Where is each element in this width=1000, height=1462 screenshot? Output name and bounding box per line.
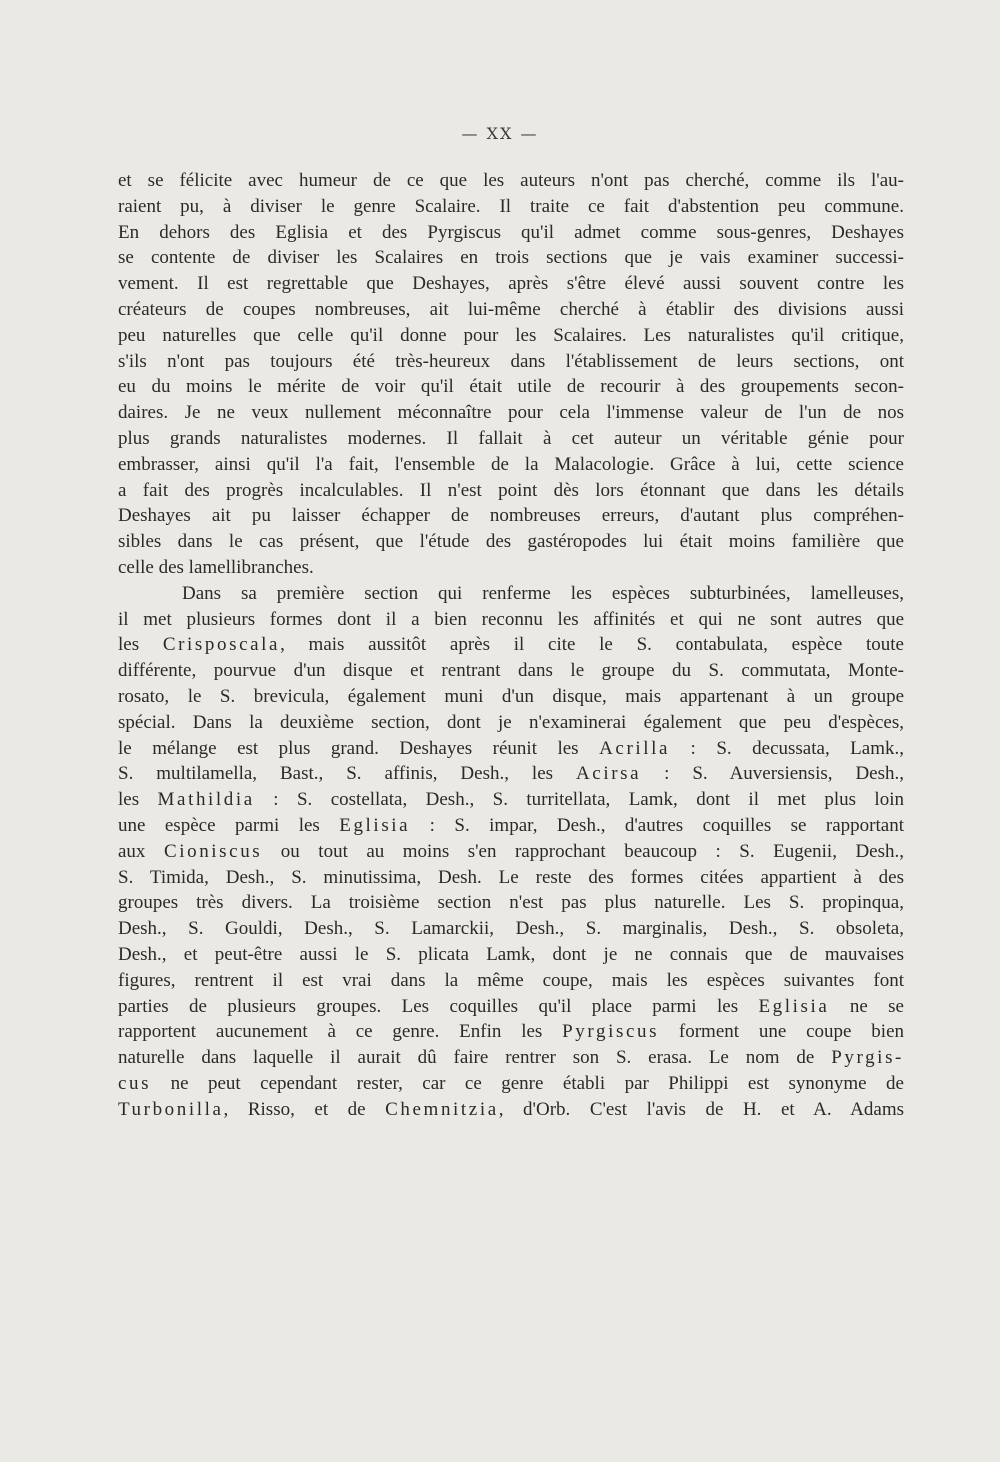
spaced-genus-name: Eglisia [758,995,830,1017]
text-line [118,529,904,555]
text-segment: naturelle dans laquelle il aurait dû faire rentrer son S. erasa. Le nom de [118,1047,832,1069]
text-segment: : S. Auversiensis, Desh., [641,763,904,785]
spaced-genus-name: Chemnitzia [385,1098,499,1120]
text-line [118,736,904,762]
text-segment: : S. costellata, Desh., S. turritellata, Lamk, dont il met plus loin [254,789,904,811]
text-segment: a fait des progrès incalculables. Il n'est point dès lors étonnant que dans les détails [118,479,904,501]
text-segment: les [118,789,158,811]
text-segment: embrasser, ainsi qu'il l'a fait, l'ensemble de la Malacologie. Grâce à lui, cette science [118,453,904,475]
text-line [118,968,904,994]
text-line [118,581,904,607]
text-line [118,1097,904,1123]
text-segment: parties de plusieurs groupes. Les coquilles qu'il place parmi les [118,995,759,1017]
text-line [118,1019,904,1045]
text-line [118,658,904,684]
text-segment: s'ils n'ont pas toujours été très-heureux dans l'établissement de leurs sections, ont [118,350,904,372]
text-line [118,452,904,478]
text-segment: , mais aussitôt après il cite le S. contabulata, espèce toute [280,634,904,656]
text-line [118,994,904,1020]
text-segment: se contente de diviser les Scalaires en trois sections que je vais examiner successi- [118,247,904,269]
text-segment: plus grands naturalistes modernes. Il fallait à cet auteur un véritable génie pour [118,427,904,449]
text-segment: : S. decussata, Lamk., [670,737,904,759]
text-segment: les [118,634,163,656]
text-segment: ou tout au moins s'en rapprochant beaucoup : S. Eugenii, Desh., [262,840,904,862]
page-number: — XX — [461,124,539,143]
text-line [118,168,904,194]
text-line [118,684,904,710]
text-segment: il met plusieurs formes dont il a bien reconnu les affinités et qui ne sont autres que [118,608,904,630]
text-segment: , Risso, et de [223,1098,386,1120]
text-line [118,194,904,220]
text-line [118,916,904,942]
text-segment: le mélange est plus grand. Deshayes réunit les [118,737,600,759]
text-line [118,426,904,452]
text-line [118,400,904,426]
text-segment: créateurs de coupes nombreuses, ait lui-même cherché à établir des divisions aussi [118,298,904,320]
text-line [118,374,904,400]
text-segment: groupes très divers. La troisième section n'est pas plus naturelle. Les S. propinqua, [118,892,904,914]
text-segment: Deshayes ait pu laisser échapper de nombreuses erreurs, d'autant plus compréhen- [118,505,904,527]
text-line [118,890,904,916]
spaced-genus-name: Acirsa [575,763,642,785]
text-segment: sibles dans le cas présent, que l'étude des gastéropodes lui était moins familière que [118,531,904,553]
text-line [118,503,904,529]
text-line [118,245,904,271]
text-line [118,323,904,349]
text-line [118,1071,904,1097]
text-segment: Desh., et peut-être aussi le S. plicata Lamk, dont je ne connais que de mauvaises [118,943,904,965]
text-segment: Dans sa première section qui renferme les espèces subturbinées, lamelleuses, [182,582,904,604]
text-segment: et se félicite avec humeur de ce que les auteurs n'ont pas cherché, comme ils l'au- [118,170,904,191]
text-segment: : S. impar, Desh., d'autres coquilles se rapportant [410,814,904,836]
text-line [118,942,904,968]
spaced-genus-name: cus [118,1072,152,1094]
text-segment: peu naturelles que celle qu'il donne pour les Scalaires. Les naturalistes qu'il critique, [118,324,904,346]
text-segment: , d'Orb. C'est l'avis de H. et A. Adams [498,1098,904,1120]
text-segment: S. Timida, Desh., S. minutissima, Desh. Le reste des formes citées appartient à des [118,866,904,888]
text-segment: rapportent aucunement à ce genre. Enfin les [118,1021,563,1043]
text-line [118,1045,904,1071]
text-line [118,761,904,787]
text-segment: différente, pourvue d'un disque et rentrant dans le groupe du S. commutata, Monte- [118,660,904,682]
text-line [118,349,904,375]
text-segment: Desh., S. Gouldi, Desh., S. Lamarckii, Desh., S. marginalis, Desh., S. obsoleta, [118,918,904,940]
text-segment: celle des lamellibranches. [118,556,314,578]
body-text [118,168,904,1122]
text-segment: figures, rentrent il est vrai dans la même coupe, mais les espèces suivantes font [118,969,904,991]
text-segment: aux [118,840,164,862]
spaced-genus-name: Crisposcala [162,634,281,656]
text-line [118,607,904,633]
text-segment: rosato, le S. brevicula, également muni d'un disque, mais appartenant à un groupe [118,685,904,707]
text-line [118,297,904,323]
spaced-genus-name: Eglisia [339,814,411,836]
spaced-genus-name: Turbonilla [118,1098,224,1120]
text-line [118,813,904,839]
text-segment: forment une coupe bien [659,1021,904,1043]
text-line [118,865,904,891]
text-line [118,478,904,504]
text-segment: En dehors des Eglisia et des Pyrgiscus qu'il admet comme sous-genres, Deshayes [118,221,904,243]
spaced-genus-name: Pyrgiscus [562,1021,660,1043]
text-line [118,839,904,865]
text-line [118,271,904,297]
text-segment: S. multilamella, Bast., S. affinis, Desh., les [118,763,576,785]
text-segment: daires. Je ne veux nullement méconnaître pour cela l'immense valeur de l'un de nos [118,402,904,424]
spaced-genus-name: Pyrgis- [831,1047,904,1069]
text-segment: raient pu, à diviser le genre Scalaire. Il traite ce fait d'abstention peu commune. [118,195,904,217]
text-segment: ne peut cependant rester, car ce genre établi par Philippi est synonyme de [151,1072,904,1094]
text-segment: spécial. Dans la deuxième section, dont je n'examinerai également que peu d'espèces, [118,711,904,733]
text-line [118,632,904,658]
spaced-genus-name: Mathildia [157,789,255,811]
text-line [118,710,904,736]
spaced-genus-name: Cioniscus [163,840,263,862]
text-line [118,555,904,581]
spaced-genus-name: Acrilla [599,737,671,759]
text-segment: ne se [829,995,904,1017]
text-line [118,787,904,813]
text-segment: vement. Il est regrettable que Deshayes, après s'être élevé aussi souvent contre les [118,273,904,295]
text-segment: une espèce parmi les [118,814,340,836]
text-line [118,220,904,246]
text-segment: eu du moins le mérite de voir qu'il était utile de recourir à des groupements secon- [118,376,904,398]
